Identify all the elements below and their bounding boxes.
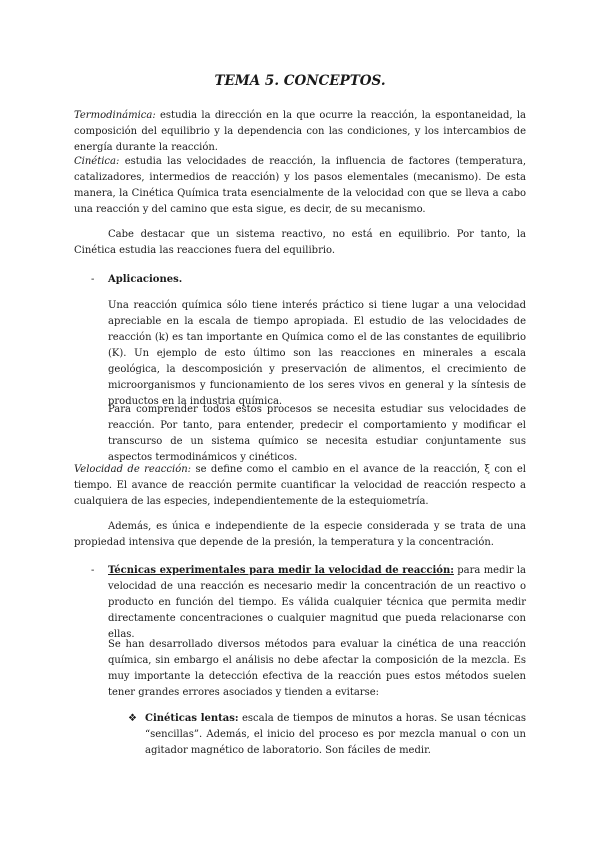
- paragraph-aplicaciones-2: Para comprender todos estos procesos se necesita estudiar sus velocidades de reacción. Por tanto, para entender, predecir el comportamiento y modificar el transcurso de un sistema químico se necesita estudiar conjuntamente sus aspectos termodinámicos y cinéticos.: [108, 404, 526, 463]
- heading-tecnicas: Técnicas experimentales para medir la velocidad de reacción:: [108, 565, 454, 576]
- text-cinetica: estudia las velocidades de reacción, la influencia de factores (temperatura, catalizadores, intermedios de reacción) y los pasos elementales (mecanismo). De esta manera, la Cinética Química trata esencialmente de la velocidad con que se lleva a cabo una reacción y del camino que esta sigue, es decir, de su mecanismo.: [74, 156, 526, 215]
- paragraph-propiedad-intensiva: Además, es única e independiente de la especie considerada y se trata de una propiedad intensiva que depende de la presión, la temperatura y la concentración.: [74, 521, 526, 548]
- heading-aplicaciones-text: Aplicaciones.: [108, 274, 183, 285]
- term-termodinamica: Termodinámica:: [74, 110, 156, 121]
- heading-aplicaciones: [108, 272, 526, 288]
- paragraph-velocidad: [74, 462, 526, 510]
- paragraph-tecnicas: [108, 563, 526, 643]
- text-termodinamica: estudia la dirección en la que ocurre la reacción, la espontaneidad, la composición del equilibrio y la dependencia con las condiciones, y los intercambios de energía durante la reacción.: [74, 110, 526, 153]
- text-velocidad: se define como el cambio en el avance de la reacción, ξ con el tiempo. El avance de reacción permite cuantificar la velocidad de reacción respecto a cualquiera de las especies, independientemente de la estequiometría.: [74, 464, 526, 507]
- text-tecnicas: para medir la velocidad de una reacción es necesario medir la concentración de un reactivo o producto en función del tiempo. Es válida cualquier técnica que permita medir directamente concentraciones o cualquier magnitud que pueda relacionarse con ellas.: [108, 565, 526, 640]
- text-cineticas-lentas: escala de tiempos de minutos a horas. Se usan técnicas “sencillas”. Además, el inicio del proceso es por mezcla manual o con un agitador magnético de laboratorio. Son fáciles de medir.: [145, 713, 526, 756]
- bullet-dash-aplicaciones: -: [91, 274, 95, 285]
- diamond-bullet-icon: ❖: [128, 713, 137, 724]
- paragraph-cinetica: [74, 154, 526, 218]
- paragraph-cineticas-lentas: [145, 711, 526, 759]
- heading-cineticas-lentas: Cinéticas lentas:: [145, 713, 239, 724]
- term-velocidad: Velocidad de reacción:: [74, 464, 192, 475]
- bullet-dash-tecnicas: -: [91, 565, 95, 576]
- paragraph-metodos: Se han desarrollado diversos métodos para evaluar la cinética de una reacción química, sin embargo el análisis no debe afectar la composición de la mezcla. Es muy importante la detección efectiva de la reacción pues estos métodos suelen tener grandes errores asociados y tienden a evitarse:: [108, 639, 526, 698]
- page-title: TEMA 5. CONCEPTOS.: [214, 73, 386, 89]
- paragraph-equilibrio: Cabe destacar que un sistema reactivo, no está en equilibrio. Por tanto, la Cinética estudia las reacciones fuera del equilibrio.: [74, 229, 526, 256]
- paragraph-termodinamica: [74, 108, 526, 156]
- paragraph-aplicaciones-1: Una reacción química sólo tiene interés práctico si tiene lugar a una velocidad apreciable en la escala de tiempo apropiada. El estudio de las velocidades de reacción (k) es tan importante en Química como el de las constantes de equilibrio (K). Un ejemplo de esto último son las reacciones en minerales a escala geológica, la descomposición y preservación de alimentos, el crecimiento de microorganismos y funcionamiento de los seres vivos en general y la síntesis de productos en la industria química.: [108, 300, 526, 407]
- term-cinetica: Cinética:: [74, 156, 120, 167]
